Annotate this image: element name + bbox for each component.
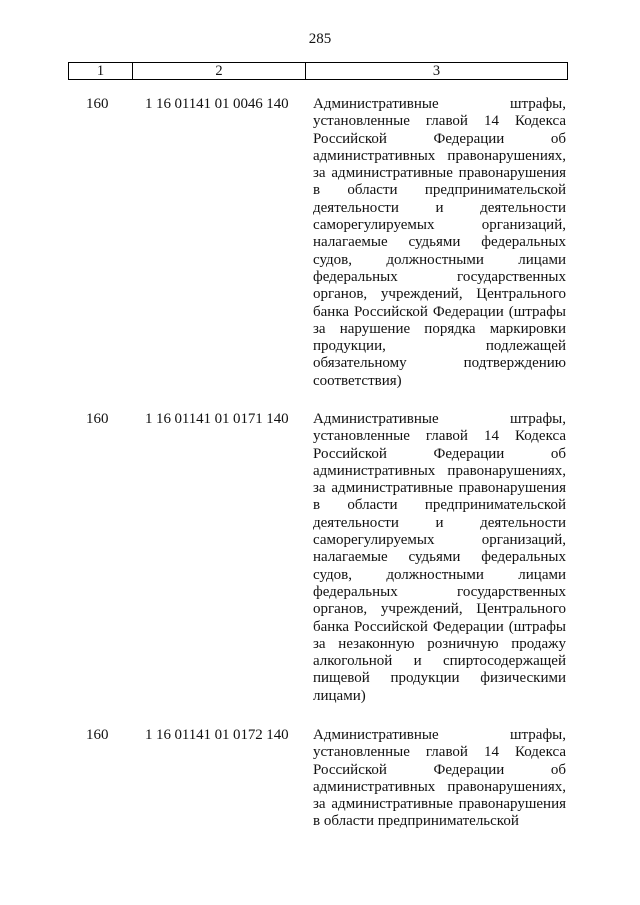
- description-line: налагаемые судьями федеральных: [313, 549, 566, 566]
- description-line: за административные правонарушения: [313, 165, 566, 182]
- description-line: Административные штрафы,: [313, 727, 566, 743]
- description-line: продукции, подлежащей: [313, 338, 566, 355]
- description-line: органов, учреждений, Центрального: [313, 286, 566, 303]
- description-line: Российской Федерации об: [313, 761, 566, 778]
- column-header-row: [69, 63, 568, 80]
- description-line: Административные штрафы,: [313, 96, 566, 112]
- column-header-3: 3: [306, 63, 568, 80]
- description-line: в области предпринимательской: [313, 182, 566, 199]
- description-line: административных правонарушениях,: [313, 462, 566, 479]
- description-line: Российской Федерации об: [313, 130, 566, 147]
- description-line: пищевой продукции физическими: [313, 670, 566, 687]
- row-number: 160: [86, 96, 109, 112]
- description-line: судов, должностными лицами: [313, 566, 566, 583]
- budget-code: 1 16 01141 01 0046 140: [145, 96, 289, 112]
- description-line: установленные главой 14 Кодекса: [313, 744, 566, 761]
- description-line: за нарушение порядка маркировки: [313, 320, 566, 337]
- description-line: административных правонарушениях,: [313, 147, 566, 164]
- description-line: банка Российской Федерации (штрафы: [313, 618, 566, 635]
- description-line: за незаконную розничную продажу: [313, 635, 566, 652]
- budget-code: 1 16 01141 01 0172 140: [145, 727, 289, 743]
- row-description: [313, 727, 566, 831]
- description-line: деятельности и деятельности: [313, 199, 566, 216]
- description-line: деятельности и деятельности: [313, 514, 566, 531]
- page-number: 285: [308, 31, 332, 47]
- column-header-2: 2: [133, 63, 306, 80]
- row-number: 160: [86, 411, 109, 427]
- budget-code: 1 16 01141 01 0171 140: [145, 411, 289, 427]
- description-line: органов, учреждений, Центрального: [313, 601, 566, 618]
- description-line: налагаемые судьями федеральных: [313, 234, 566, 251]
- description-line: федеральных государственных: [313, 583, 566, 600]
- description-line: саморегулируемых организаций,: [313, 532, 566, 549]
- description-line: лицами): [313, 687, 366, 704]
- description-line: установленные главой 14 Кодекса: [313, 428, 566, 445]
- description-line: в области предпринимательской: [313, 497, 566, 514]
- row-description: [313, 96, 566, 390]
- description-line: установленные главой 14 Кодекса: [313, 113, 566, 130]
- description-line: соответствия): [313, 372, 402, 389]
- description-line: обязательному подтверждению: [313, 355, 566, 372]
- description-line: судов, должностными лицами: [313, 251, 566, 268]
- column-header-table: [68, 62, 568, 80]
- description-line: за административные правонарушения: [313, 796, 566, 813]
- column-header-1: 1: [69, 63, 133, 80]
- description-line: алкогольной и спиртосодержащей: [313, 653, 566, 670]
- row-number: 160: [86, 727, 109, 743]
- description-line: Административные штрафы,: [313, 411, 566, 427]
- description-line: федеральных государственных: [313, 268, 566, 285]
- description-line: административных правонарушениях,: [313, 778, 566, 795]
- row-description: [313, 411, 566, 705]
- description-line: банка Российской Федерации (штрафы: [313, 303, 566, 320]
- description-line: в области предпринимательской: [313, 813, 519, 830]
- description-line: за административные правонарушения: [313, 480, 566, 497]
- description-line: саморегулируемых организаций,: [313, 217, 566, 234]
- description-line: Российской Федерации об: [313, 445, 566, 462]
